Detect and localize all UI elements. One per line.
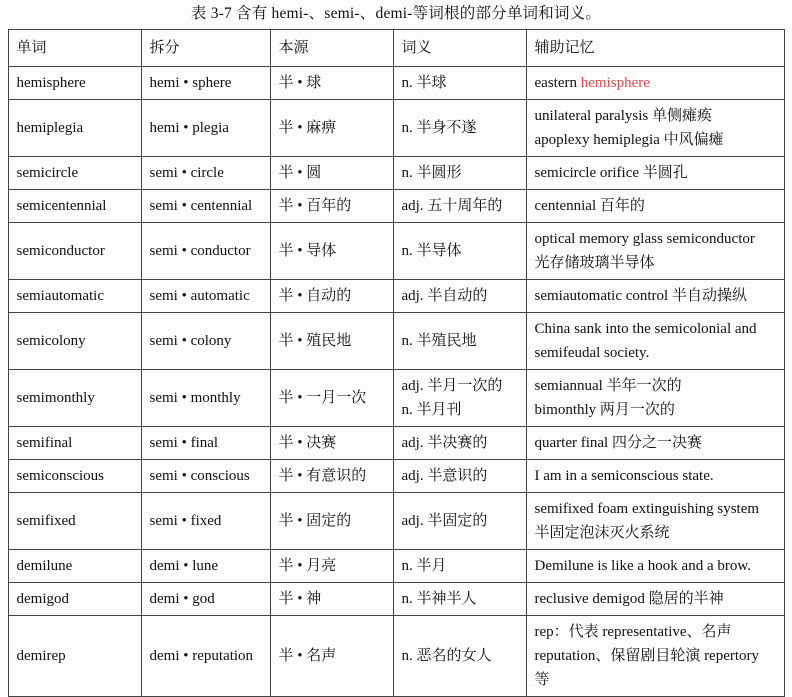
- cell-split: demi • god: [141, 583, 270, 616]
- cell-word: semiconscious: [8, 460, 141, 493]
- cell-split: semi • fixed: [141, 493, 270, 550]
- cell-origin: 半 • 百年的: [270, 190, 393, 223]
- cell-mnemonic: semifixed foam extinguishing system 半固定泡沫灭火系统: [526, 493, 784, 550]
- cell-origin: 半 • 决赛: [270, 427, 393, 460]
- cell-word: demilune: [8, 550, 141, 583]
- cell-split: semi • conscious: [141, 460, 270, 493]
- meaning-line: adj. 半月一次的: [401, 378, 503, 394]
- cell-word: demigod: [8, 583, 141, 616]
- mnemonic-line: unilateral paralysis 单侧瘫痪: [534, 108, 712, 124]
- column-header-word: 单词: [8, 30, 141, 67]
- vocabulary-table: [8, 29, 785, 697]
- table-row: [8, 280, 784, 313]
- cell-meaning: n. 半殖民地: [393, 313, 526, 370]
- cell-origin: 半 • 自动的: [270, 280, 393, 313]
- cell-mnemonic: reclusive demigod 隐居的半神: [526, 583, 784, 616]
- cell-mnemonic: Demilune is like a hook and a brow.: [526, 550, 784, 583]
- table-row: [8, 550, 784, 583]
- table-row: [8, 190, 784, 223]
- cell-origin: 半 • 神: [270, 583, 393, 616]
- cell-origin: 半 • 固定的: [270, 493, 393, 550]
- meaning-line: n. 半月刊: [401, 402, 462, 418]
- cell-word: hemisphere: [8, 67, 141, 100]
- table-row: [8, 67, 784, 100]
- column-header-meaning: 词义: [393, 30, 526, 67]
- mnemonic-line: apoplexy hemiplegia 中风偏瘫: [534, 132, 724, 148]
- table-row: [8, 427, 784, 460]
- cell-mnemonic: [526, 223, 784, 280]
- cell-split: semi • automatic: [141, 280, 270, 313]
- table-row: [8, 313, 784, 370]
- table-row: [8, 223, 784, 280]
- cell-origin: 半 • 有意识的: [270, 460, 393, 493]
- mnemonic-text: eastern: [534, 75, 581, 91]
- cell-origin: 半 • 一月一次: [270, 370, 393, 427]
- cell-meaning: n. 半导体: [393, 223, 526, 280]
- table-row: [8, 157, 784, 190]
- cell-meaning: n. 恶名的女人: [393, 616, 526, 697]
- cell-word: semicolony: [8, 313, 141, 370]
- mnemonic-line: optical memory glass semiconductor: [534, 231, 755, 247]
- table-row: [8, 616, 784, 697]
- cell-word: semifixed: [8, 493, 141, 550]
- cell-mnemonic: semicircle orifice 半圆孔: [526, 157, 784, 190]
- cell-meaning: adj. 半固定的: [393, 493, 526, 550]
- table-row: [8, 370, 784, 427]
- table-row: [8, 460, 784, 493]
- cell-mnemonic: centennial 百年的: [526, 190, 784, 223]
- cell-word: semiconductor: [8, 223, 141, 280]
- cell-word: semicircle: [8, 157, 141, 190]
- cell-split: demi • reputation: [141, 616, 270, 697]
- cell-origin: 半 • 麻痹: [270, 100, 393, 157]
- cell-mnemonic: [526, 313, 784, 370]
- cell-mnemonic: [526, 370, 784, 427]
- column-header-mnemonic: 辅助记忆: [526, 30, 784, 67]
- table-row: [8, 100, 784, 157]
- cell-split: demi • lune: [141, 550, 270, 583]
- cell-origin: 半 • 殖民地: [270, 313, 393, 370]
- cell-mnemonic: [526, 100, 784, 157]
- cell-meaning: adj. 半决赛的: [393, 427, 526, 460]
- cell-split: semi • centennial: [141, 190, 270, 223]
- cell-word: semifinal: [8, 427, 141, 460]
- table-row: [8, 583, 784, 616]
- cell-meaning: n. 半圆形: [393, 157, 526, 190]
- cell-origin: 半 • 名声: [270, 616, 393, 697]
- cell-mnemonic: quarter final 四分之一决赛: [526, 427, 784, 460]
- mnemonic-line: semiannual 半年一次的: [534, 378, 682, 394]
- cell-meaning: n. 半身不遂: [393, 100, 526, 157]
- cell-word: semimonthly: [8, 370, 141, 427]
- cell-split: semi • colony: [141, 313, 270, 370]
- cell-origin: 半 • 球: [270, 67, 393, 100]
- cell-origin: 半 • 导体: [270, 223, 393, 280]
- cell-word: hemiplegia: [8, 100, 141, 157]
- cell-meaning: n. 半月: [393, 550, 526, 583]
- table-caption: 表 3-7 含有 hemi-、semi-、demi-等词根的部分单词和词义。: [190, 5, 602, 22]
- cell-mnemonic: [526, 67, 784, 100]
- cell-mnemonic: I am in a semiconscious state.: [526, 460, 784, 493]
- cell-origin: 半 • 圆: [270, 157, 393, 190]
- mnemonic-line: semifeudal society.: [534, 345, 650, 361]
- cell-split: semi • conductor: [141, 223, 270, 280]
- table-header-row: [8, 30, 784, 67]
- mnemonic-highlight: hemisphere: [580, 75, 650, 91]
- cell-meaning: adj. 五十周年的: [393, 190, 526, 223]
- cell-meaning: adj. 半自动的: [393, 280, 526, 313]
- cell-split: semi • final: [141, 427, 270, 460]
- mnemonic-line: bimonthly 两月一次的: [534, 402, 675, 418]
- cell-mnemonic: rep：代表 representative、名声 reputation、保留剧目轮演 repertory 等: [526, 616, 784, 697]
- cell-word: demirep: [8, 616, 141, 697]
- cell-word: semiautomatic: [8, 280, 141, 313]
- cell-mnemonic: semiautomatic control 半自动操纵: [526, 280, 784, 313]
- cell-meaning: adj. 半意识的: [393, 460, 526, 493]
- cell-meaning: [393, 370, 526, 427]
- mnemonic-line: China sank into the semicolonial and: [534, 321, 757, 337]
- mnemonic-line: 光存储玻璃半导体: [534, 255, 655, 271]
- cell-origin: 半 • 月亮: [270, 550, 393, 583]
- cell-split: hemi • sphere: [141, 67, 270, 100]
- column-header-split: 拆分: [141, 30, 270, 67]
- cell-word: semicentennial: [8, 190, 141, 223]
- cell-meaning: n. 半神半人: [393, 583, 526, 616]
- cell-split: semi • monthly: [141, 370, 270, 427]
- cell-meaning: n. 半球: [393, 67, 526, 100]
- table-row: [8, 493, 784, 550]
- column-header-origin: 本源: [270, 30, 393, 67]
- cell-split: semi • circle: [141, 157, 270, 190]
- cell-split: hemi • plegia: [141, 100, 270, 157]
